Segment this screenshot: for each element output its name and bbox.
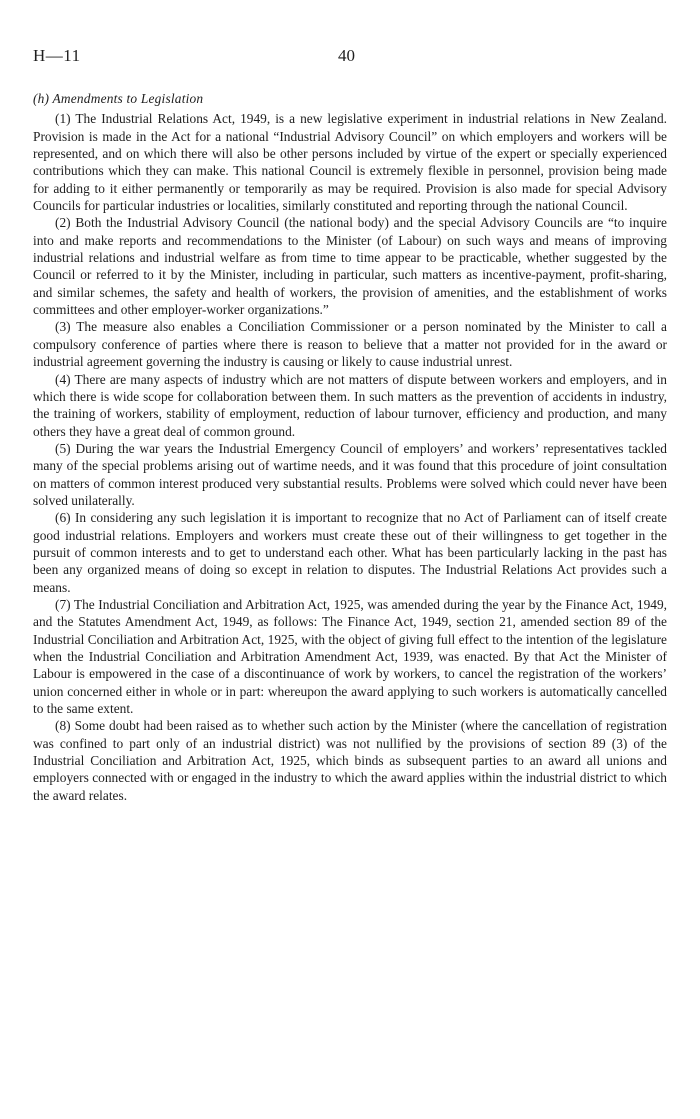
paragraph-6: (6) In considering any such legislation it is important to recognize that no Act of Parliament can of itself create good industrial relations. Employers and workers must create these out of their willingness to get together in the pursuit of common interests and to get to understand each other. What has been particularly lacking in the past has been any organized means of doing so except in relation to disputes. The Industrial Relations Act provides such a means. [33,510,667,595]
document-reference: H—11 [33,46,81,65]
paragraph-2: (2) Both the Industrial Advisory Council (the national body) and the special Advisory Councils are “to inquire into and make reports and recommendations to the Minister (of Labour) on such ways and means of improving industrial relations and industrial welfare as from time to time appear to be practicable, whether suggested by the Council or referred to it by the Minister, including in particular, such matters as incentive-payment, profit-sharing, and similar schemes, the safety and health of workers, the provision of amenities, and the establishment of works committees and other employer-worker organizations.” [33,215,667,318]
paragraph-1: (1) The Industrial Relations Act, 1949, is a new legislative experiment in industrial relations in New Zealand. Provision is made in the Act for a national “Industrial Advisory Council” on which employers and workers will be represented, and on which there will also be other persons included by virtue of the expert or specially experienced contributions which they can make. This national Council is extremely flexible in personnel, provision being made for adding to it either permanently or temporarily as may be required. Provision is also made for special Advisory Councils for particular industries or localities, similarly constituted and reporting through the national Council. [33,111,667,214]
document-body [33,90,667,804]
section-heading: (h) Amendments to Legislation [33,91,204,106]
paragraph-7: (7) The Industrial Conciliation and Arbitration Act, 1925, was amended during the year by the Finance Act, 1949, and the Statutes Amendment Act, 1949, as follows: The Finance Act, 1949, section 21, amended section 89 of the Industrial Conciliation and Arbitration Act, 1925, with the object of giving full effect to the intention of the legislature when the Industrial Conciliation and Arbitration Amendment Act, 1939, was enacted. By that Act the Minister of Labour is empowered in the case of a discontinuance of work by workers, to cancel the registration of the workers’ union concerned either in whole or in part: whereupon the award applying to such workers is automatically cancelled to the same extent. [33,596,667,717]
page-number: 40 [338,46,355,65]
paragraph-3: (3) The measure also enables a Conciliation Commissioner or a person nominated by the Minister to call a compulsory conference of parties where there is reason to believe that a matter not provided for in the award or industrial agreement governing the industry is causing or likely to cause industrial unrest. [33,319,667,370]
paragraph-5: (5) During the war years the Industrial Emergency Council of employers’ and workers’ representatives tackled many of the special problems arising out of wartime needs, and it was found that this procedure of joint consultation on matters of common interest produced very substantial results. Problems were solved which could never have been solved unilaterally. [33,440,667,508]
paragraph-8: (8) Some doubt had been raised as to whether such action by the Minister (where the cancellation of registration was confined to part only of an industrial district) was not nullified by the provisions of section 89 (3) of the Industrial Conciliation and Arbitration Act, 1925, which binds as subsequent parties to an award all unions and employers connected with or engaged in the industry to which the award applies within the industrial district to which the award relates. [33,718,667,803]
paragraph-4: (4) There are many aspects of industry which are not matters of dispute between workers and employers, and in which there is wide scope for collaboration between them. In such matters as the prevention of accidents in industry, the training of workers, stability of employment, reduction of labour turnover, efficiency and production, and many others they have a great deal of common ground. [33,371,667,439]
